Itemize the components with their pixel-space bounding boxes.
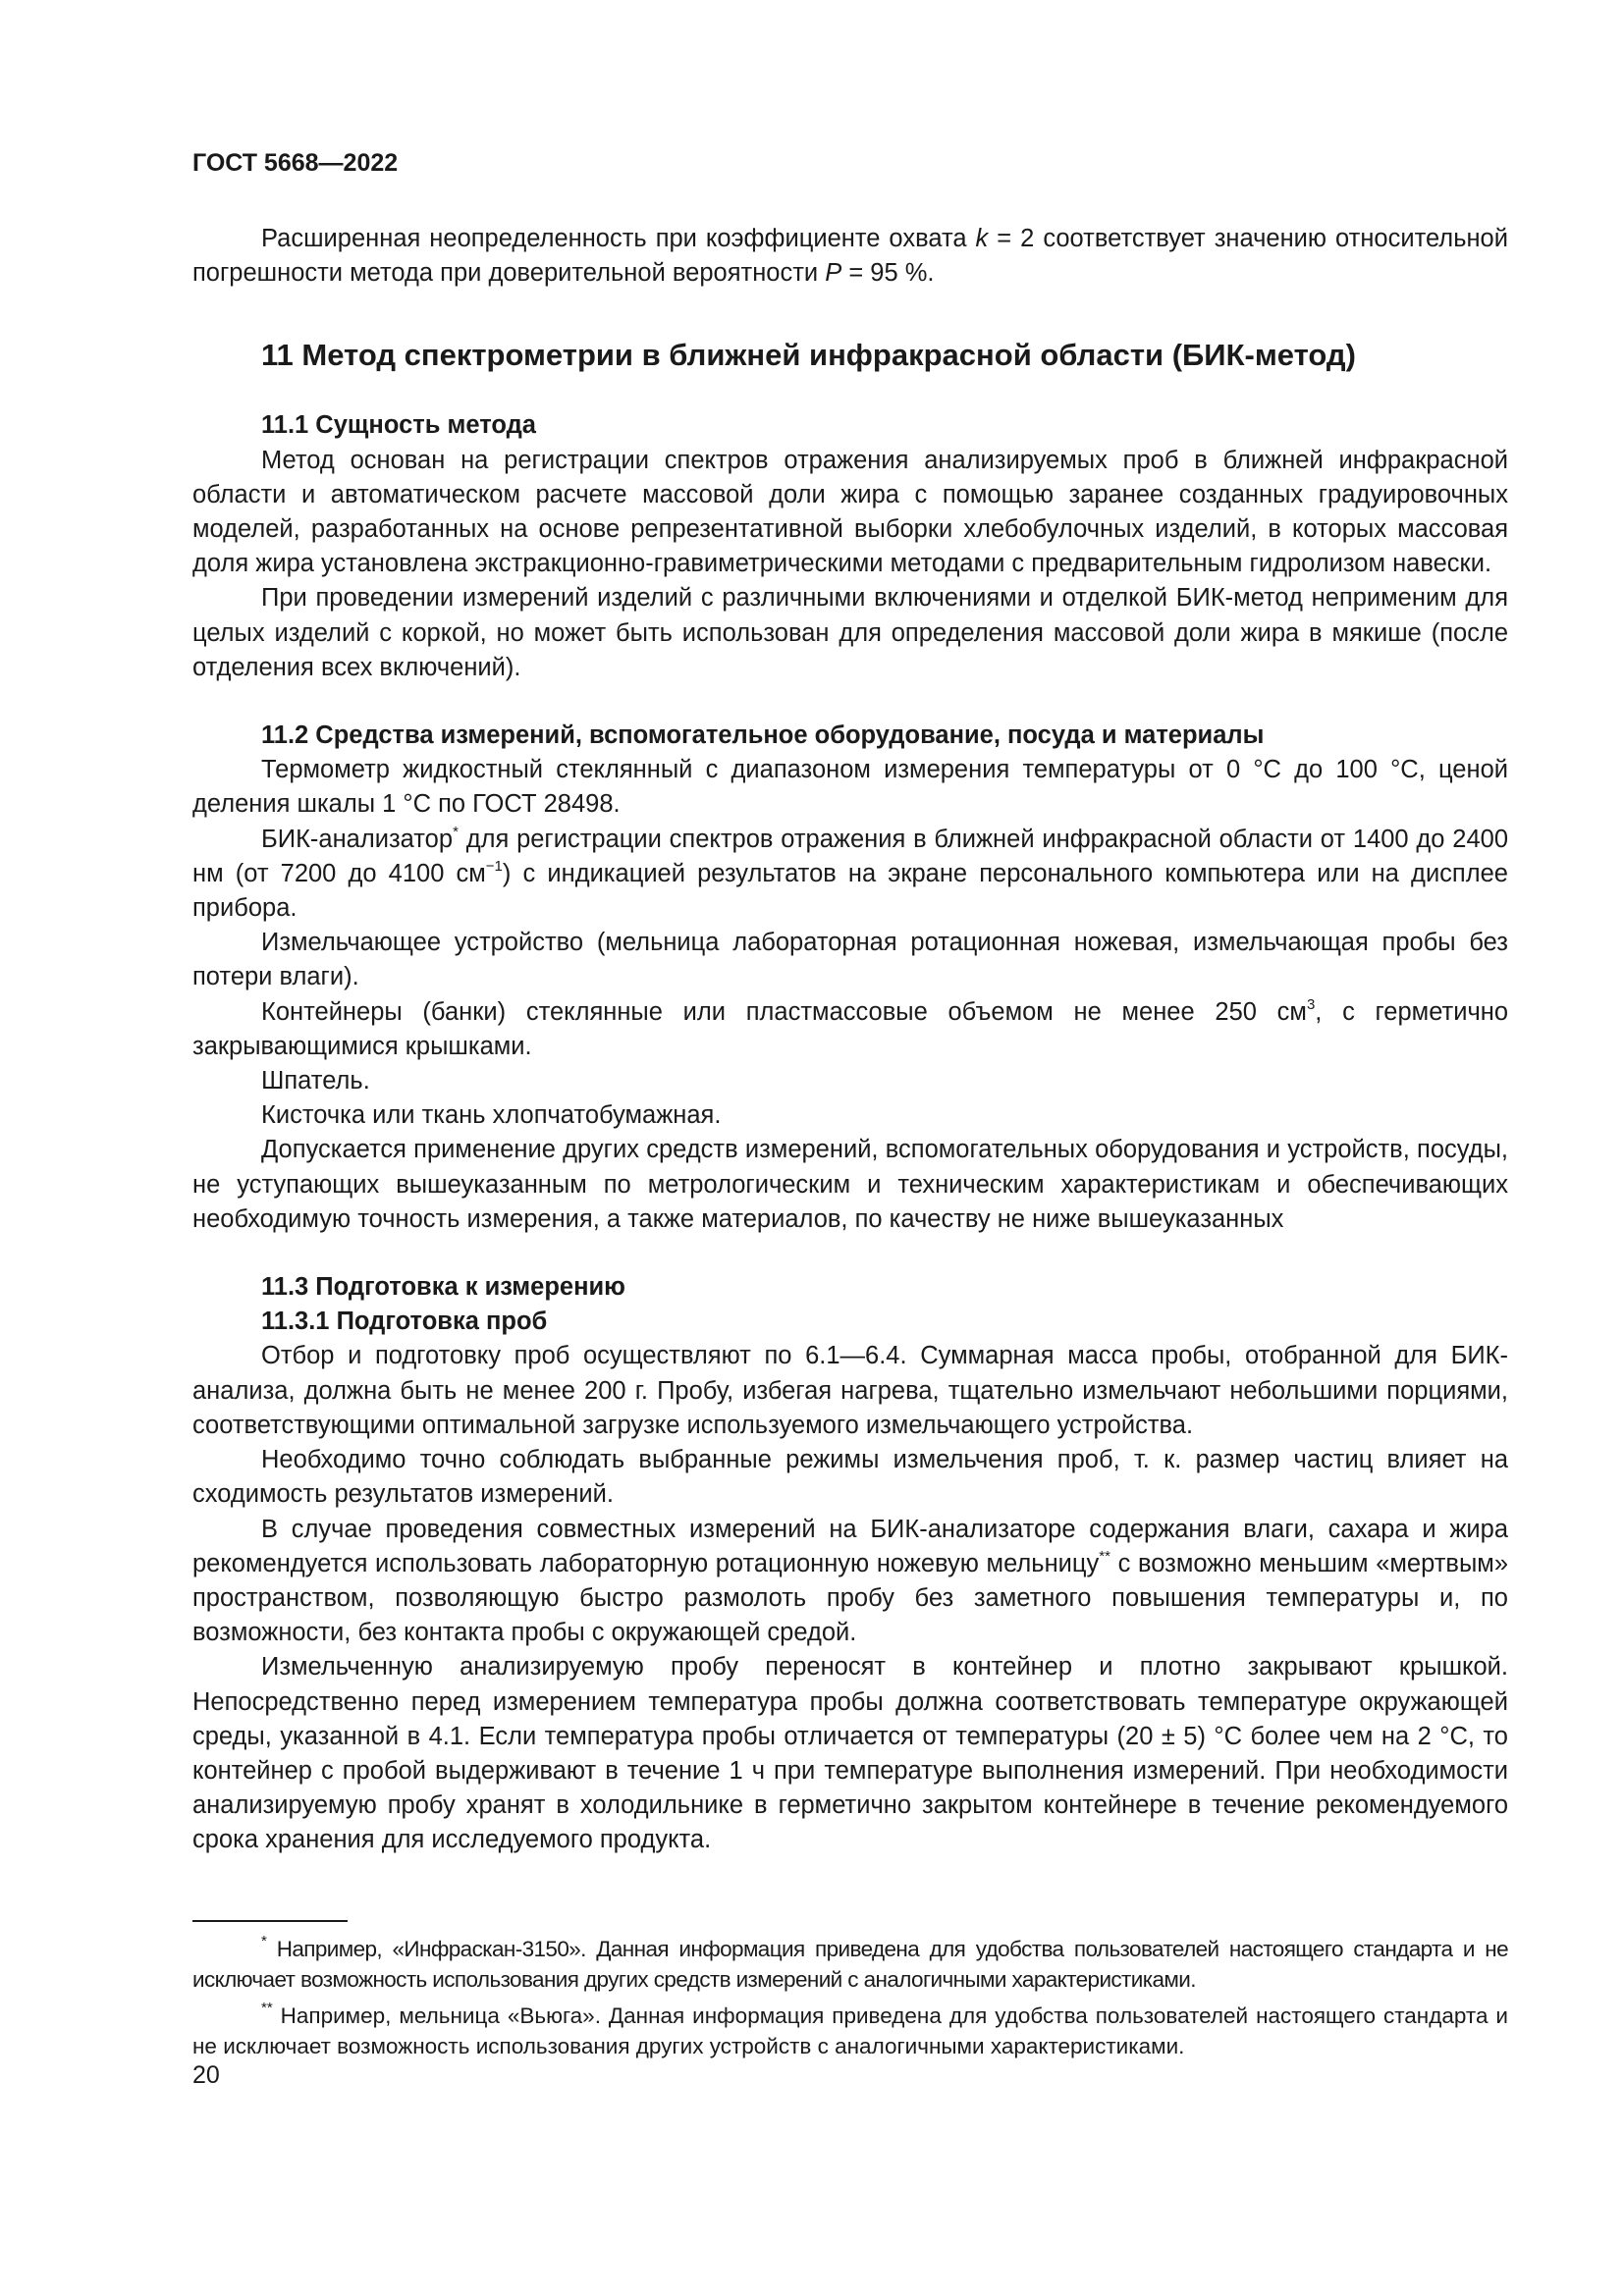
section-11-2-paragraph-2: БИК-анализатор* для регистрации спектров отражения в ближней инфракрасной области от 1400 до 2400 нм (от 7200 до 4100 $см^{-1}$) с индикацией результатов на экране персонального компьютера или на дисплее прибора. <box>192 823 1508 923</box>
intro-paragraph: Расширенная неопределенность при коэффициенте охвата k = 2 соответствует значению относительной погрешности метода при доверительной вероятности P = 95 %. <box>192 225 1508 288</box>
section-11-3-1-paragraph-1: Отбор и подготовку проб осуществляют по 6.1—6.4. Суммарная масса пробы, отобранной для БИК-анализа, должна быть не менее 200 г. Пробу, избегая нагрева, тщательно измельчают небольшими порциями, соответствующими оптимальной загрузке используемого измельчающего устройства. <box>192 1342 1508 1439</box>
section-11-1-paragraph-2: При проведении измерений изделий с различными включениями и отделкой БИК-метод неприменим для целых изделий с коркой, но может быть использован для определения массовой доли жира в мякише (после отделения всех включений). <box>192 584 1508 681</box>
section-11-3-1-title: 11.3.1 Подготовка проб <box>261 1308 548 1336</box>
section-11-2-paragraph-4: Контейнеры (банки) стеклянные или пластмассовые объемом не менее 250 $см^3$, с герметично закрывающимися крышками. <box>192 995 1508 1060</box>
footnotes <box>192 1934 1508 2061</box>
section-11-1-title: 11.1 Сущность метода <box>261 411 536 440</box>
section-11-2-paragraph-6: Кисточка или ткань хлопчатобумажная. <box>261 1101 722 1130</box>
section-11-2-title: 11.2 Средства измерений, вспомогательное оборудование, посуда и материалы <box>261 721 1265 750</box>
section-11-1-paragraph-1: Метод основан на регистрации спектров отражения анализируемых проб в ближней инфракрасной области и автоматическом расчете массовой доли жира с помощью заранее созданных градуировочных моделей, разработанных на основе репрезентативной выборки хлебобулочных изделий, в которых массовая доля жира установлена экстракционно-гравиметрическими методами с предварительным гидролизом навески. <box>192 446 1508 578</box>
footnote-ref-1: * <box>453 823 459 840</box>
section-11-3-1-paragraph-4: Измельченную анализируемую пробу переносят в контейнер и плотно закрывают крышкой. Непосредственно перед измерением температура пробы должна соответствовать температуре окружающей среды, указанной в 4.1. Если температура пробы отличается от температуры (20 ± 5) °С более чем на 2 °С, то контейнер с пробой выдерживают в течение 1 ч при температуре выполнения измерений. При необходимости анализируемую пробу хранят в холодильнике в герметично закрытом контейнере в течение рекомендуемого срока хранения для исследуемого продукта. <box>192 1653 1508 1854</box>
footnote-divider <box>192 1920 348 1922</box>
footnote-ref-2: ** <box>1099 1547 1110 1565</box>
section-11-3-title: 11.3 Подготовка к измерению <box>261 1273 625 1302</box>
section-11-2-paragraph-7: Допускается применение других средств измерений, вспомогательных оборудования и устройств, посуды, не уступающих вышеуказанным по метрологическим и техническим характеристикам и обеспечивающих необходимую точность измерения, а также материалов, по качеству не ниже вышеуказанных <box>192 1136 1508 1233</box>
section-11-3-1-paragraph-2: Необходимо точно соблюдать выбранные режимы измельчения проб, т. к. размер частиц влияет на сходимость результатов измерений. <box>192 1446 1508 1509</box>
section-11-2-paragraph-3: Измельчающее устройство (мельница лабораторная ротационная ножевая, измельчающая пробы без потери влаги). <box>192 929 1508 991</box>
section-11-title: 11 Метод спектрометрии в ближней инфракрасной области (БИК-метод) <box>261 338 1356 373</box>
section-11-2-paragraph-5: Шпатель. <box>261 1067 370 1095</box>
section-11-2-paragraph-1: Термометр жидкостный стеклянный с диапазоном измерения температуры от 0 °С до 100 °С, ценой деления шкалы 1 °С по ГОСТ 28498. <box>192 756 1508 819</box>
footnote-1: * Например, «Инфраскан-3150». Данная информация приведена для удобства пользователей настоящего стандарта и не исключает возможность использования других средств измерений с аналогичными характеристиками. <box>192 1933 1508 1992</box>
section-11-3-1-paragraph-3: В случае проведения совместных измерений на БИК-анализаторе содержания влаги, сахара и жира рекомендуется использовать лабораторную ротационную ножевую мельницу** с возможно меньшим «мертвым» пространством, позволяющую быстро размолоть пробу без заметного повышения температуры и, по возможности, без контакта пробы с окружающей средой. <box>192 1515 1508 1647</box>
document-header: ГОСТ 5668—2022 <box>192 149 399 177</box>
footnote-2: ** Например, мельница «Вьюга». Данная информация приведена для удобства пользователей настоящего стандарта и не исключает возможность использования других устройств с аналогичными характеристиками. <box>192 2000 1508 2058</box>
document-body <box>192 222 1508 1858</box>
page-number: 20 <box>192 2061 220 2089</box>
